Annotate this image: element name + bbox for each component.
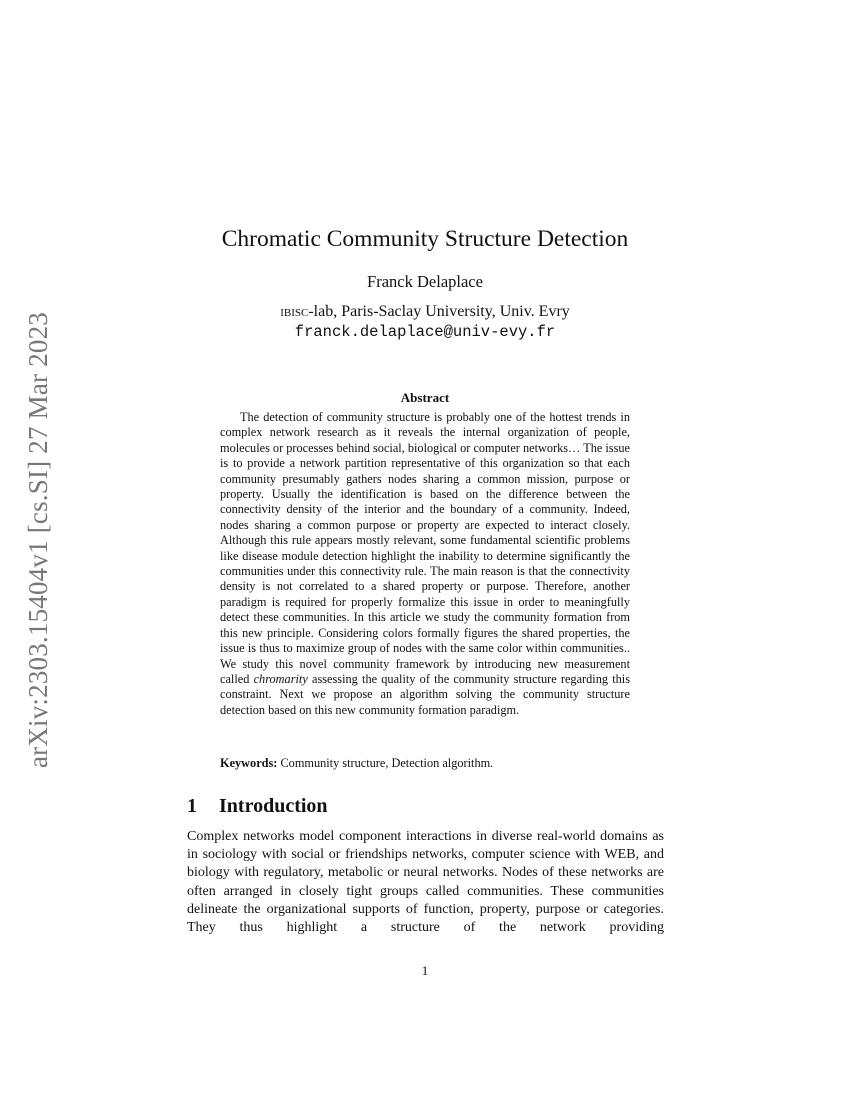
paper-title: Chromatic Community Structure Detection xyxy=(221,226,629,252)
affiliation xyxy=(0,303,850,321)
section-heading xyxy=(187,795,328,818)
abstract-heading: Abstract xyxy=(400,390,450,405)
introduction-paragraph: Complex networks model component interactions in diverse real-world domains as in sociology with social or friendships networks, computer science with WEB, and biology with regulatory, metabolic or neural networks. Nodes of these networks are often arranged in closely tight groups called communities. These communities delineate the organizational supports of function, property, purpose or categories. They thus highlight a structure of the network providing xyxy=(187,829,664,936)
section-number: 1 xyxy=(187,795,197,817)
affiliation-rest: -lab, Paris-Saclay University, Univ. Evry xyxy=(308,303,570,320)
abstract-text-after: assessing the quality of the community structure regarding this constraint. Next we propose an algorithm solving the community structure detection based on this new community formation paradigm. xyxy=(220,671,630,717)
abstract-emphasis: chromarity xyxy=(253,671,308,686)
abstract-text-before: The detection of community structure is probably one of the hottest trends in complex network research as it reveals the internal organization of people, molecules or processes behind social, biological or computer networks… The issue is to provide a network partition representative of this organization so that each community presumably gathers nodes sharing a common mission, purpose or property. Usually the identification is based on the difference between the connectivity density of the interior and the boundary of a community. Indeed, nodes sharing a common purpose or property are expected to interact closely. Although this rule appears mostly relevant, some fundamental scientific problems like disease module detection highlight the inability to determine significantly the communities under this connectivity rule. The main reason is that the connectivity density is not correlated to a shared property or purpose. Therefore, another paradigm is required for properly formalize this issue in order to meaningfully detect these communities. In this article we study the community formation from this new principle. Considering colors formally figures the shared properties, the issue is thus to maximize group of nodes with the same color within communities.. We study this novel community framework by introducing new measurement called xyxy=(220,410,630,686)
section-title: Introduction xyxy=(219,795,328,817)
arxiv-identifier-text: arXiv:2303.15404v1 [cs.SI] 27 Mar 2023 xyxy=(22,311,53,769)
keywords xyxy=(220,756,630,771)
abstract-body xyxy=(220,410,630,718)
page-number: 1 xyxy=(421,963,429,978)
author-name: Franck Delaplace xyxy=(367,272,483,291)
arxiv-identifier xyxy=(16,300,60,780)
author-email[interactable]: franck.delaplace@univ-evy.fr xyxy=(294,323,556,341)
keywords-value: Community structure, Detection algorithm. xyxy=(280,756,494,770)
affiliation-lab: ibisc xyxy=(280,303,309,320)
keywords-label: Keywords: xyxy=(220,756,278,770)
